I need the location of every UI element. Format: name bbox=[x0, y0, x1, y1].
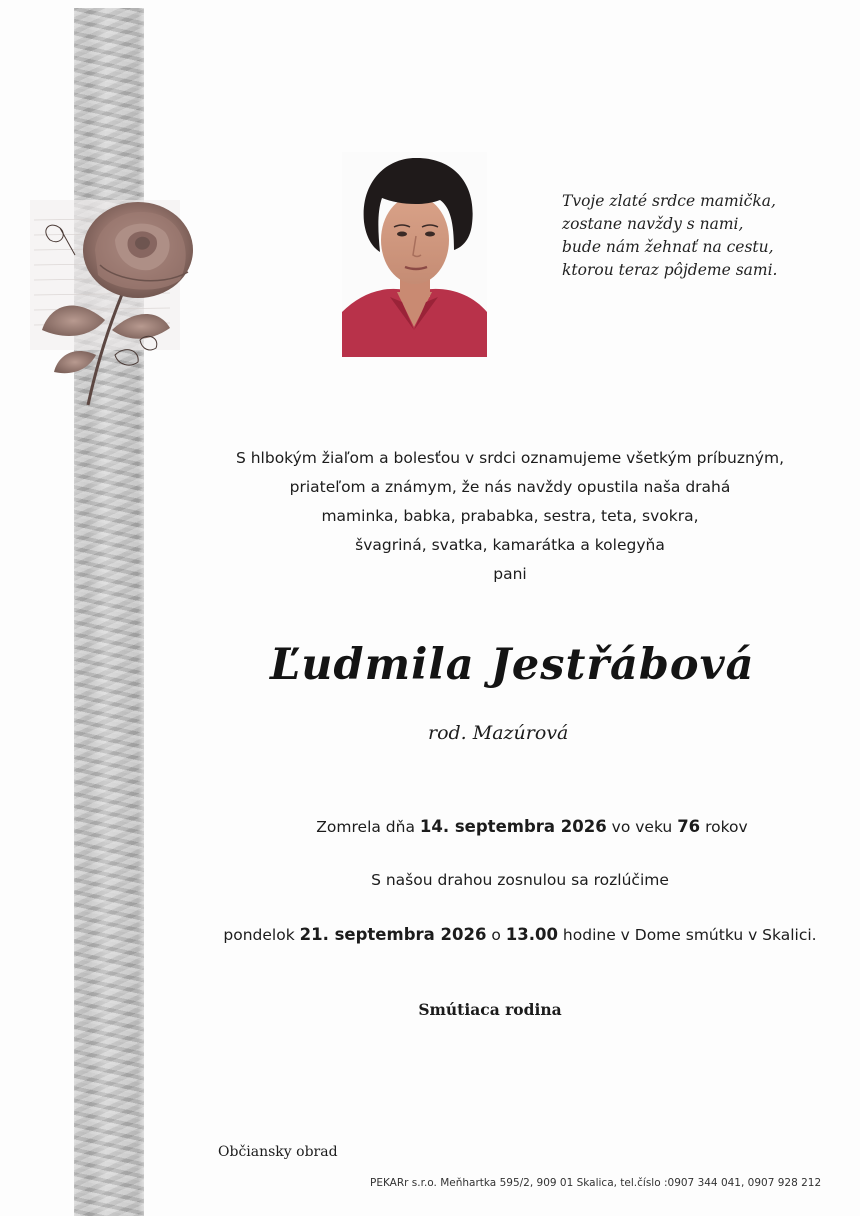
funeral-prefix: pondelok bbox=[223, 926, 300, 944]
death-suffix: rokov bbox=[700, 818, 748, 836]
signature: Smútiaca rodina bbox=[418, 1000, 562, 1019]
poem-line: zostane navždy s nami, bbox=[562, 215, 744, 233]
funeral-suffix: hodine v Dome smútku v Skalici. bbox=[558, 926, 817, 944]
footer-contact: PEKARr s.r.o. Meňhartka 595/2, 909 01 Skalica, tel.číslo :0907 344 041, 0907 928 212 bbox=[370, 1177, 822, 1189]
death-info bbox=[212, 817, 852, 836]
announcement-line: pani bbox=[493, 565, 527, 583]
farewell-text: S našou drahou zosnulou sa rozlúčime bbox=[371, 871, 669, 889]
funeral-time: 13.00 bbox=[505, 925, 558, 944]
death-prefix: Zomrela dňa bbox=[316, 818, 420, 836]
deceased-name: Ľudmila Jestřábová bbox=[270, 640, 755, 690]
poem-line: bude nám žehnať na cestu, bbox=[562, 238, 774, 256]
ceremony-type: Občiansky obrad bbox=[218, 1144, 338, 1160]
announcement-line: S hlbokým žiaľom a bolesťou v srdci oznamujeme všetkým príbuzným, bbox=[235, 449, 785, 467]
death-age: 76 bbox=[677, 817, 701, 836]
announcement-line: priateľom a známym, že nás navždy opustila naša drahá bbox=[289, 478, 731, 496]
announcement-line: maminka, babka, prababka, sestra, teta, svokra, bbox=[321, 507, 699, 525]
death-date: 14. septembra 2026 bbox=[419, 817, 607, 836]
portrait-photo bbox=[342, 152, 487, 357]
rose-icon bbox=[20, 180, 210, 410]
poem-verse bbox=[562, 190, 777, 282]
funeral-info bbox=[200, 925, 840, 944]
announcement-line: švagriná, svatka, kamarátka a kolegyňa bbox=[355, 536, 665, 554]
funeral-middle: o bbox=[486, 926, 506, 944]
poem-line: ktorou teraz pôjdeme sami. bbox=[562, 261, 778, 279]
announcement-text bbox=[200, 444, 820, 589]
maiden-name: rod. Mazúrová bbox=[428, 722, 569, 744]
poem-line: Tvoje zlaté srdce mamička, bbox=[562, 192, 776, 210]
death-middle: vo veku bbox=[606, 818, 678, 836]
funeral-date: 21. septembra 2026 bbox=[299, 925, 487, 944]
